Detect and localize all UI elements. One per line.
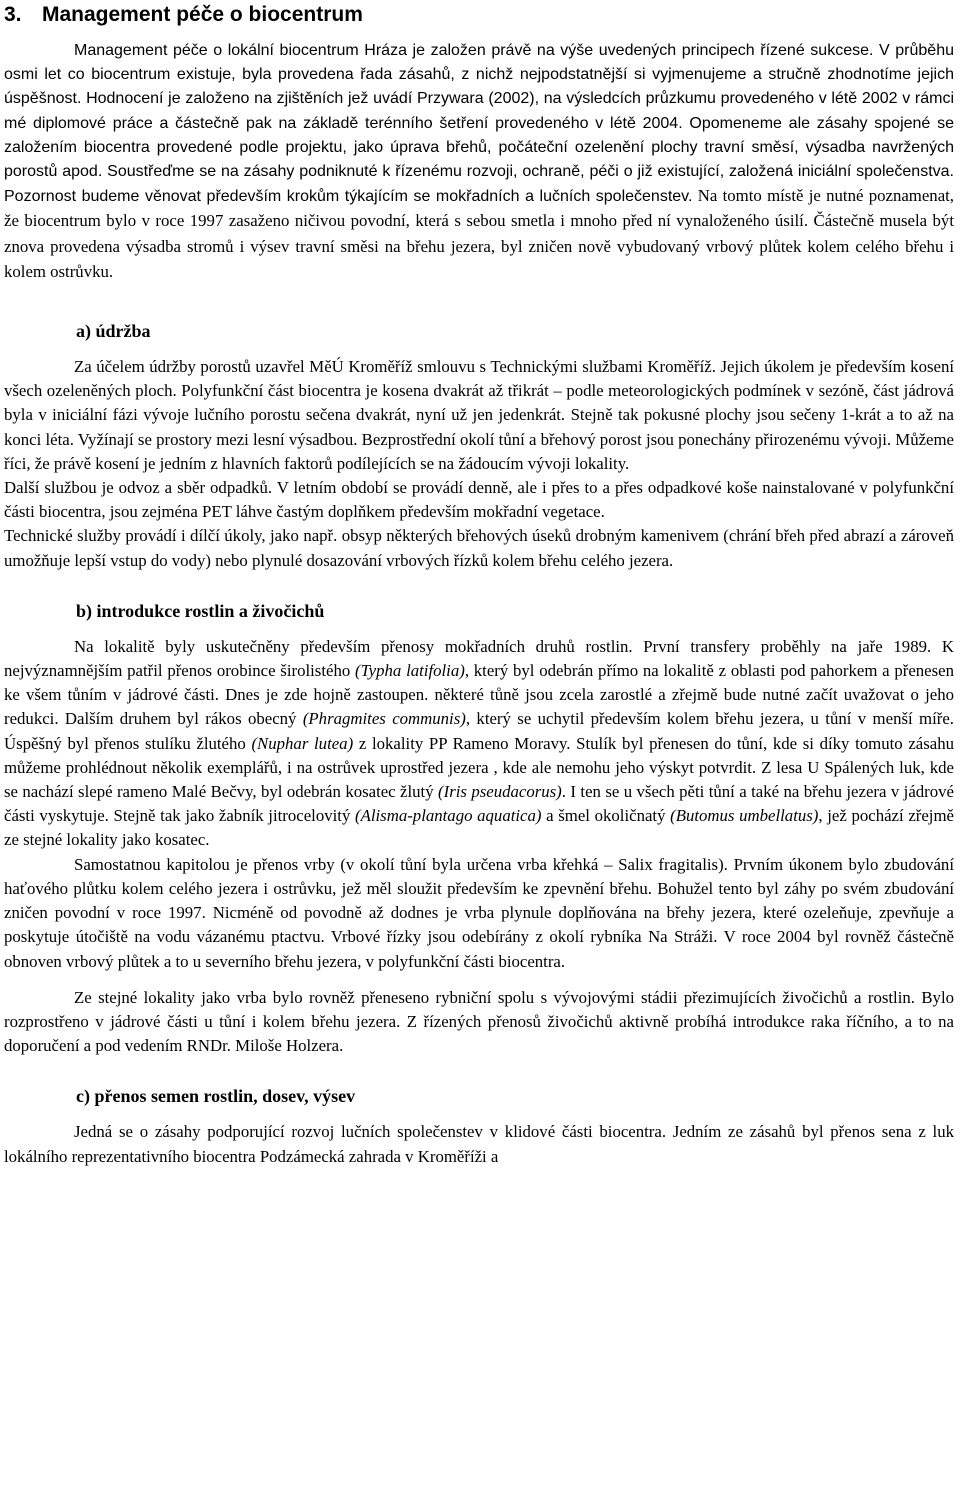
text-run: , který se uchytil především kolem břehu jezera, u tůní v menší míře. Úspěšný byl přenos stulíku žlutého — [4, 709, 954, 753]
intro-text: Management péče o lokální biocentrum Hráza je založen právě na výše uvedených principech řízené sukcese. V průběhu osmi let co biocentrum existuje, byla provedena řada zásahů, z nichž nejpodstatnější si vyjmenujeme a stručně zhodnotíme jejich úspěšnost. Hodnocení je založeno na zjištěních jež uvádí Przywara (2002), na výsledcích průzkumu provedeného v létě 2002 v rámci mé diplomové práce a částečně pak na základě terénního šetření provedeného v létě 2004. Opomeneme ale zásahy spojené se založením biocentra provedené podle projektu, jako úprava břehů, počáteční ozelenění plochy travní směsí, výsadba navržených porostů apod. Soustřeďme se na zásahy podniknuté k řízenému rozvoji, ochraně, péči o již existující, založená iniciální společenstva. Pozornost budeme věnovat především krokům týkajícím se mokřadních a lučních společenstev. — [4, 42, 954, 206]
section-c-paragraph-1: Jedná se o zásahy podporující rozvoj lučních společenstev v klidové části biocentra. Jedním ze zásahů byl přenos sena z luk lokálního reprezentativního biocentra Podzámecká zahrada v Kroměříži a — [4, 1122, 954, 1166]
section-a-paragraph-2: Další službou je odvoz a sběr odpadků. V letním období se provádí denně, ale i přes to a přes odpadkové koše nainstalované v polyfunkční části biocentra, jsou zejména PET láhve častým doplňkem především mokřadní vegetace. — [4, 478, 954, 522]
section-a-paragraph-1: Za účelem údržby porostů uzavřel MěÚ Kroměříž smlouvu s Technickými službami Kroměříž. Jejich úkolem je především kosení všech ozeleněných ploch. Polyfunkční část biocentra je kosena dvakrát až třikrát – podle meteorologických podmínek v sezóně, část jádrová byla v iniciální fázi vývoje lučního porostu sečena dvakrát, nyní už jen jedenkrát. Stejně tak pokusné plochy jsou sečeny 1-krát a to až na konci léta. Vyžínají se prostory mezi lesní výsadbou. Bezprostřední okolí tůní a břehový porost jsou ponechány přirozenému vývoji. Můžeme říci, že právě kosení je jedním z hlavních faktorů podílejících se na žádoucím vývoji lokality. — [4, 357, 954, 473]
latin-name-typha: (Typha latifolia) — [355, 661, 465, 681]
chapter-title: Management péče o biocentrum — [42, 3, 363, 26]
text-run: a šmel okoličnatý — [541, 806, 671, 826]
text-run: , jež pochází zřejmě ze stejné lokality jako kosatec. — [4, 806, 954, 850]
section-b-paragraph-3: Ze stejné lokality jako vrba bylo rovněž přeneseno rybniční spolu s vývojovými stádii přezimujících živočichů a rostlin. Bylo rozprostřeno v jádrové části u tůní i kolem břehu jezera. Z řízených přenosů živočichů aktivně probíhá introdukce raka říčního, a to na doporučení a pod vedením RNDr. Miloše Holzera. — [4, 987, 954, 1056]
latin-name-alisma: (Alisma-plantago aquatica) — [355, 806, 542, 826]
chapter-number: 3. — [4, 3, 22, 26]
latin-name-iris: (Iris pseudacorus) — [438, 782, 562, 802]
section-b-paragraph-2: Samostatnou kapitolou je přenos vrby (v okolí tůní byla určena vrba křehká – Salix fragitalis). Prvním úkonem bylo zbudování haťového plůtku kolem celého jezera i ostrůvku, jež měl sloužit především ke zpevnění břehu. Bohužel tento byl záhy po svém zbudování zničen povodní v roce 1997. Nicméně od povodně až dodnes je vrba plynule doplňována na břehy jezera, které ozeleňuje, zpevňuje a poskytuje útočiště na vodu vázanému ptactvu. Vrbové řízky jsou odebírány z okolí rybníka Na Stráži. V roce 2004 byl rovněž částečně obnoven vrbový plůtek a to u severního břehu jezera, v polyfunkční části biocentra. — [4, 854, 954, 971]
text-run: . I ten se u všech pěti tůní a také na břehu jezera v jádrové části vyskytuje. Stejně tak jako žabník jitrocelovitý — [4, 782, 954, 826]
latin-name-butomus: (Butomus umbellatus) — [670, 806, 819, 826]
section-b-heading: b) introdukce rostlin a živočichů — [76, 600, 325, 621]
latin-name-nuphar: (Nuphar lutea) — [251, 733, 354, 753]
section-b-paragraph-1 — [4, 635, 954, 853]
intro-paragraph — [4, 39, 954, 285]
section-a-paragraph-3: Technické služby provádí i dílčí úkoly, jako např. obsyp některých břehových úseků drobným kamenivem (chrání břeh před abrazí a zároveň umožňuje lepší vstup do vody) nebo plynulé dosazování vrbových řízků kolem břehu celého jezera. — [4, 526, 954, 570]
text-run: z lokality PP Rameno Moravy. Stulík byl přenesen do tůní, kde si díky tomuto zásahu můžeme prohlédnout několik exemplářů, i na ostrůvek uprostřed jezera , kde ale nemohu jeho výskyt potvrdit. Z lesa U Spálených luk, kde se nachází slepé rameno Malé Bečvy, byl odebrán kosatec žlutý — [4, 733, 955, 802]
section-a-heading: a) údržba — [76, 321, 151, 342]
intro-text-tail: Na tomto místě je nutné poznamenat, že biocentrum bylo v roce 1997 zasaženo ničivou povodní, která s sebou smetla i mnoho před ní vynaloženého úsilí. Částečně musela být znova provedena výsadba stromů i výsev travní směsi na břehu jezera, byl zničen nově vybudovaný vrbový plůtek kolem celého břehu i kolem ostrůvku. — [4, 186, 954, 281]
latin-name-phragmites: (Phragmites communis) — [302, 709, 466, 729]
section-c-heading: c) přenos semen rostlin, dosev, výsev — [76, 1086, 356, 1107]
text-run: , který byl odebrán přímo na lokalitě z oblasti pod pahorkem a přenesen ke všem tůním v jádrové části. Dnes je zde hojně zastoupen. některé tůně jsou zcela zarostlé a zřejmě bude nutné začít uvažovat o jeho redukci. Dalším druhem byl rákos obecný — [4, 661, 954, 729]
chapter-heading — [4, 0, 954, 28]
text-run: Na lokalitě byly uskutečněny především přenosy mokřadních druhů rostlin. První transfery proběhly na jaře 1989. K nejvýznamnějším patřil přenos orobince širolistého — [4, 636, 954, 681]
